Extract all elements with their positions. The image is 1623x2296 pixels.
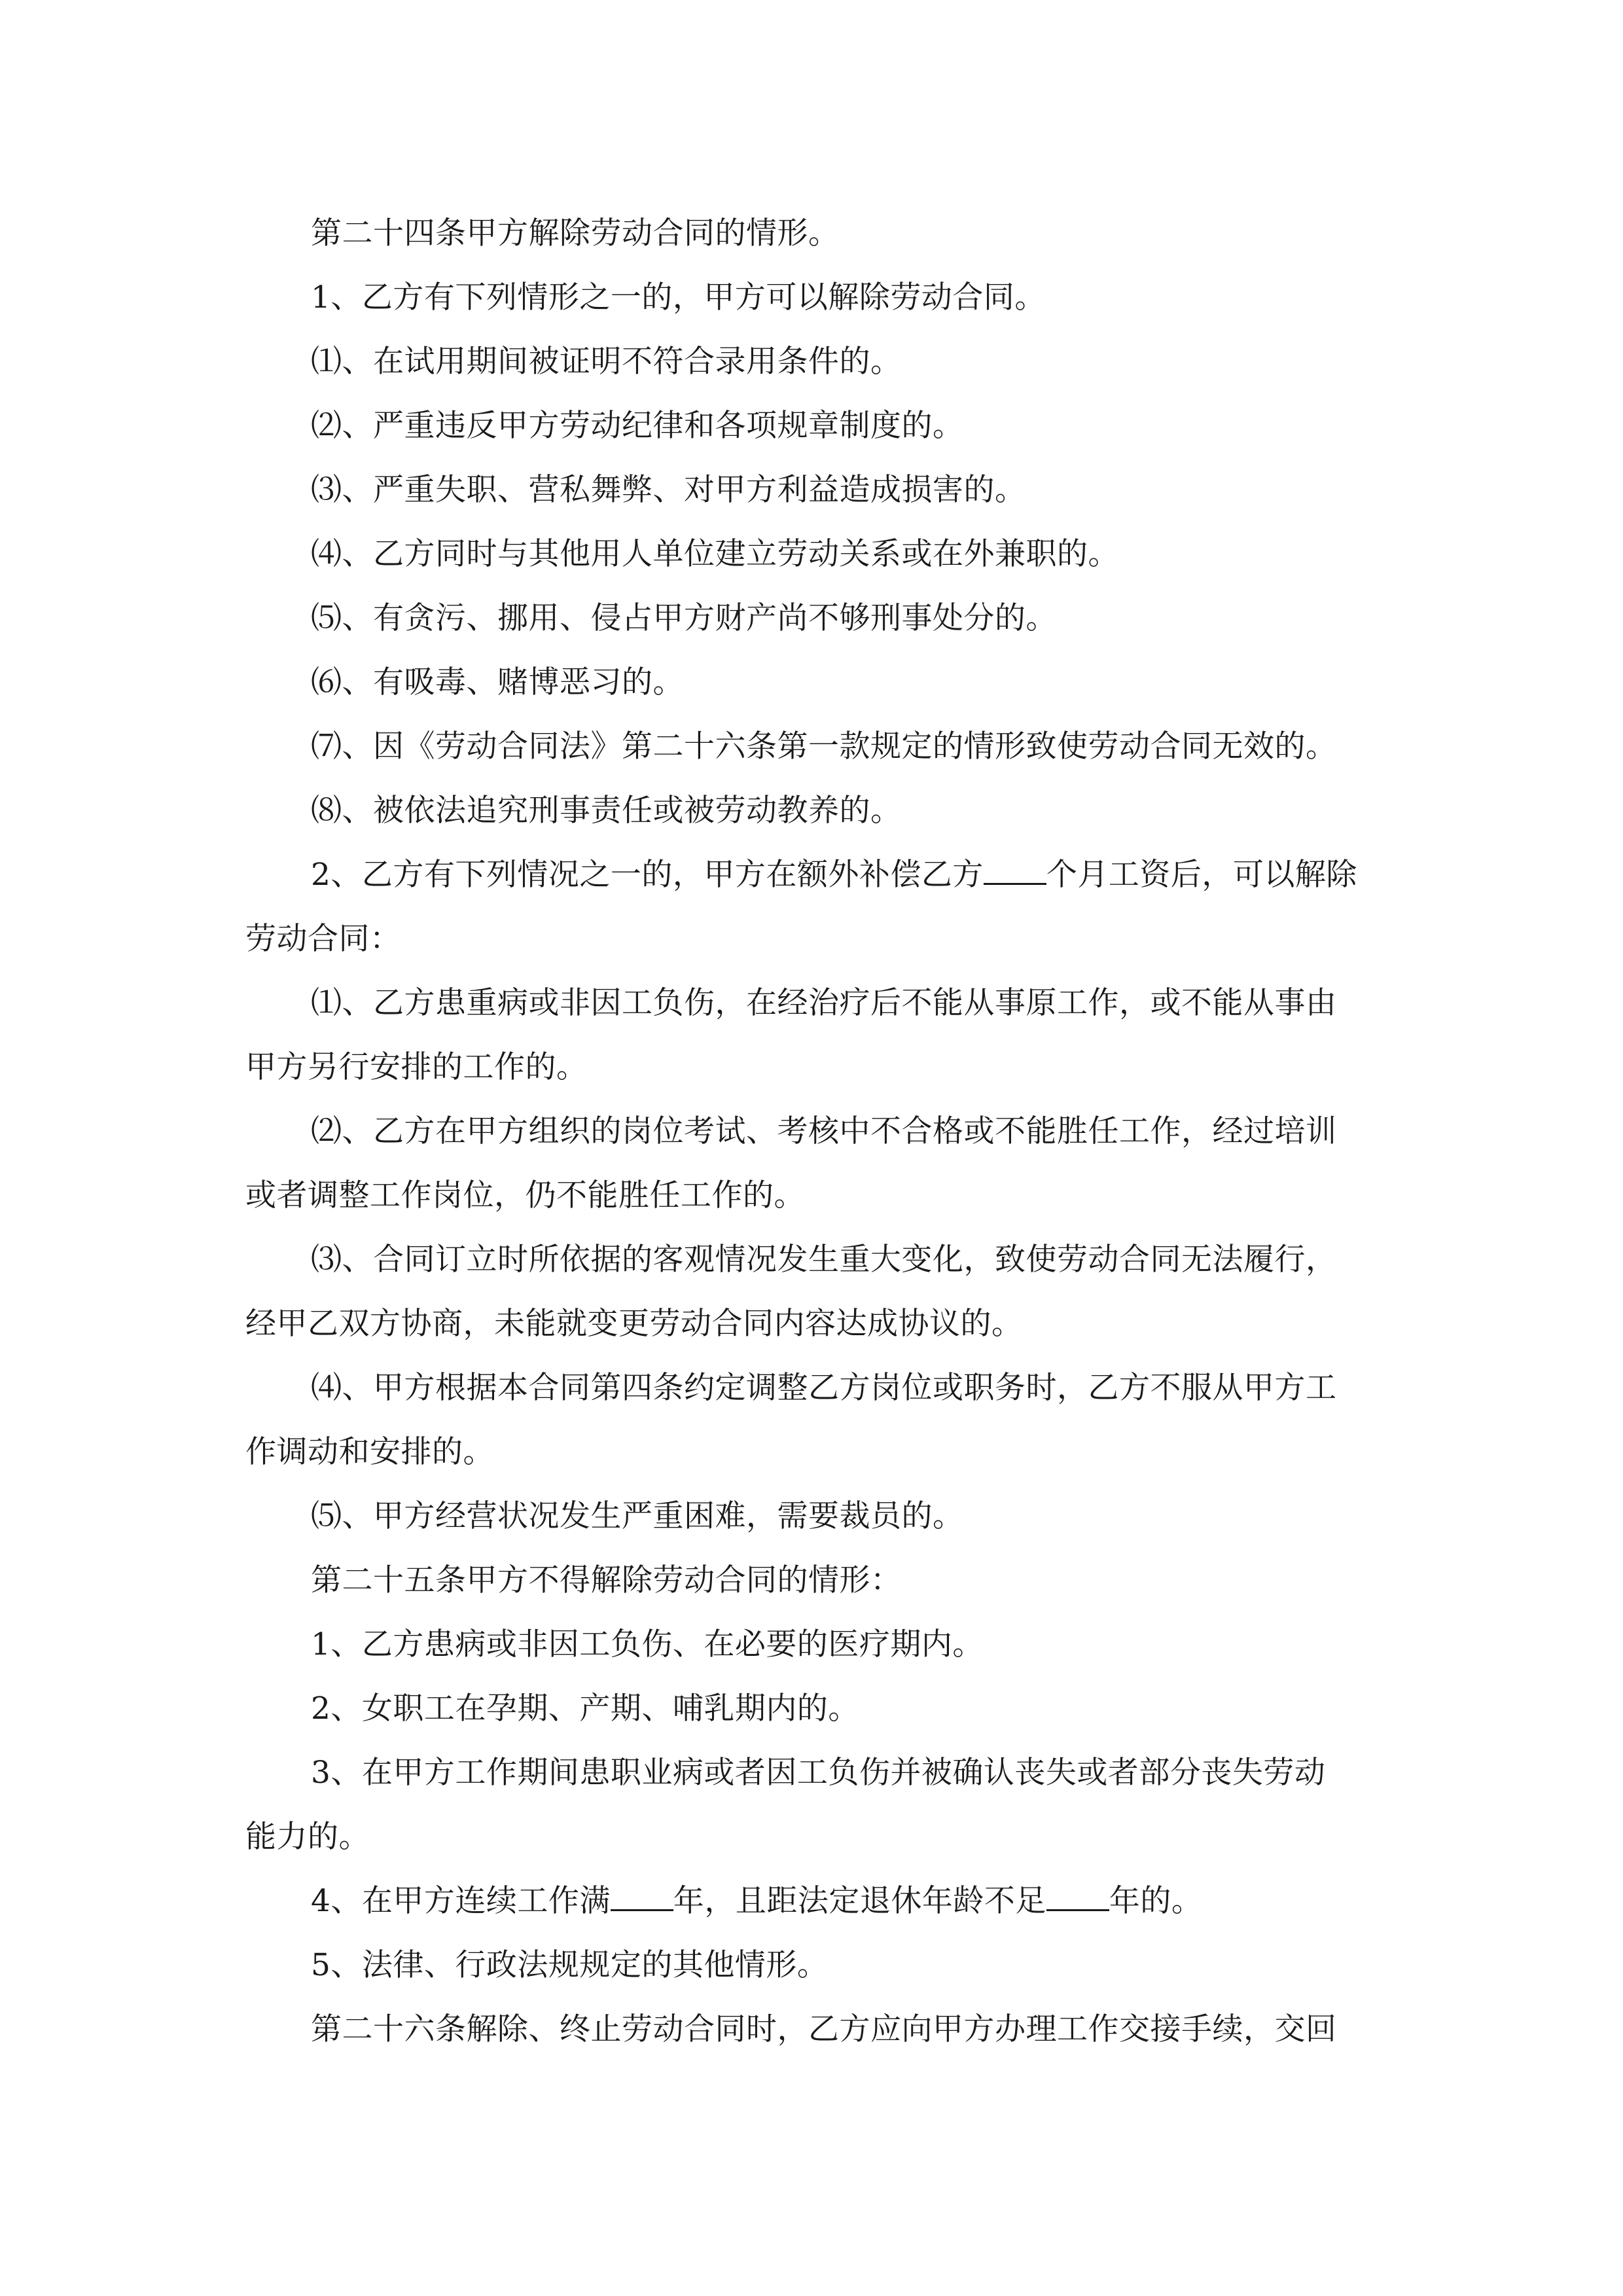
item-2: ⑵、严重违反甲方劳动纪律和各项规章制度的。	[311, 408, 964, 444]
clause-4-part-3: 年的。	[1109, 1883, 1203, 1919]
sub-item-3-continuation: 经甲乙双方协商，未能就变更劳动合同内容达成协议的。	[245, 1306, 1023, 1342]
sub-item-5: ⑸、甲方经营状况发生严重困难，需要裁员的。	[311, 1498, 964, 1534]
blank-line	[984, 857, 1046, 885]
sub-item-1-continuation: 甲方另行安排的工作的。	[245, 1049, 588, 1085]
sub-item-4-continuation: 作调动和安排的。	[245, 1434, 494, 1470]
document-body	[245, 202, 1404, 2062]
article-24-heading: 第二十四条甲方解除劳动合同的情形。	[311, 215, 840, 251]
article-25-clause-1: 1、乙方患病或非因工负伤、在必要的医疗期内。	[311, 1626, 984, 1662]
clause-2-continuation: 劳动合同：	[245, 921, 401, 957]
sub-item-2-continuation: 或者调整工作岗位，仍不能胜任工作的。	[245, 1177, 805, 1213]
item-5: ⑸、有贪污、挪用、侵占甲方财产尚不够刑事处分的。	[311, 600, 1057, 636]
clause-1: 1、乙方有下列情形之一的，甲方可以解除劳动合同。	[311, 279, 1046, 315]
article-25-clause-2: 2、女职工在孕期、产期、哺乳期内的。	[311, 1691, 859, 1727]
clause-4-part-1: 4、在甲方连续工作满	[311, 1883, 611, 1919]
clause-2	[245, 843, 1404, 907]
clause-2-text-after: 个月工资后，可以解除	[1046, 857, 1357, 893]
sub-item-3: ⑶、合同订立时所依据的客观情况发生重大变化，致使劳动合同无法履行，	[311, 1242, 1337, 1278]
article-25-clause-3: 3、在甲方工作期间患职业病或者因工负伤并被确认丧失或者部分丧失劳动	[311, 1755, 1326, 1791]
sub-item-4: ⑷、甲方根据本合同第四条约定调整乙方岗位或职务时，乙方不服从甲方工	[311, 1370, 1337, 1406]
sub-item-1: ⑴、乙方患重病或非因工负伤，在经治疗后不能从事原工作，或不能从事由	[311, 985, 1337, 1021]
blank-line	[1046, 1883, 1109, 1911]
item-8: ⑻、被依法追究刑事责任或被劳动教养的。	[311, 793, 902, 829]
item-6: ⑹、有吸毒、赌博恶习的。	[311, 664, 684, 700]
item-1: ⑴、在试用期间被证明不符合录用条件的。	[311, 344, 902, 380]
sub-item-2: ⑵、乙方在甲方组织的岗位考试、考核中不合格或不能胜任工作，经过培训	[311, 1113, 1337, 1149]
item-3: ⑶、严重失职、营私舞弊、对甲方利益造成损害的。	[311, 472, 1026, 508]
article-25-clause-3-continuation: 能力的。	[245, 1819, 370, 1855]
article-25-clause-4	[245, 1869, 1404, 1933]
item-4: ⑷、乙方同时与其他用人单位建立劳动关系或在外兼职的。	[311, 536, 1119, 572]
item-7: ⑺、因《劳动合同法》第二十六条第一款规定的情形致使劳动合同无效的。	[311, 728, 1337, 764]
blank-line	[611, 1883, 673, 1911]
article-25-heading: 第二十五条甲方不得解除劳动合同的情形：	[311, 1562, 902, 1598]
clause-2-text-before: 2、乙方有下列情况之一的，甲方在额外补偿乙方	[311, 857, 984, 893]
clause-4-part-2: 年，且距法定退休年龄不足	[673, 1883, 1046, 1919]
article-26-heading: 第二十六条解除、终止劳动合同时，乙方应向甲方办理工作交接手续，交回	[311, 2011, 1337, 2047]
article-25-clause-5: 5、法律、行政法规规定的其他情形。	[311, 1947, 829, 1983]
